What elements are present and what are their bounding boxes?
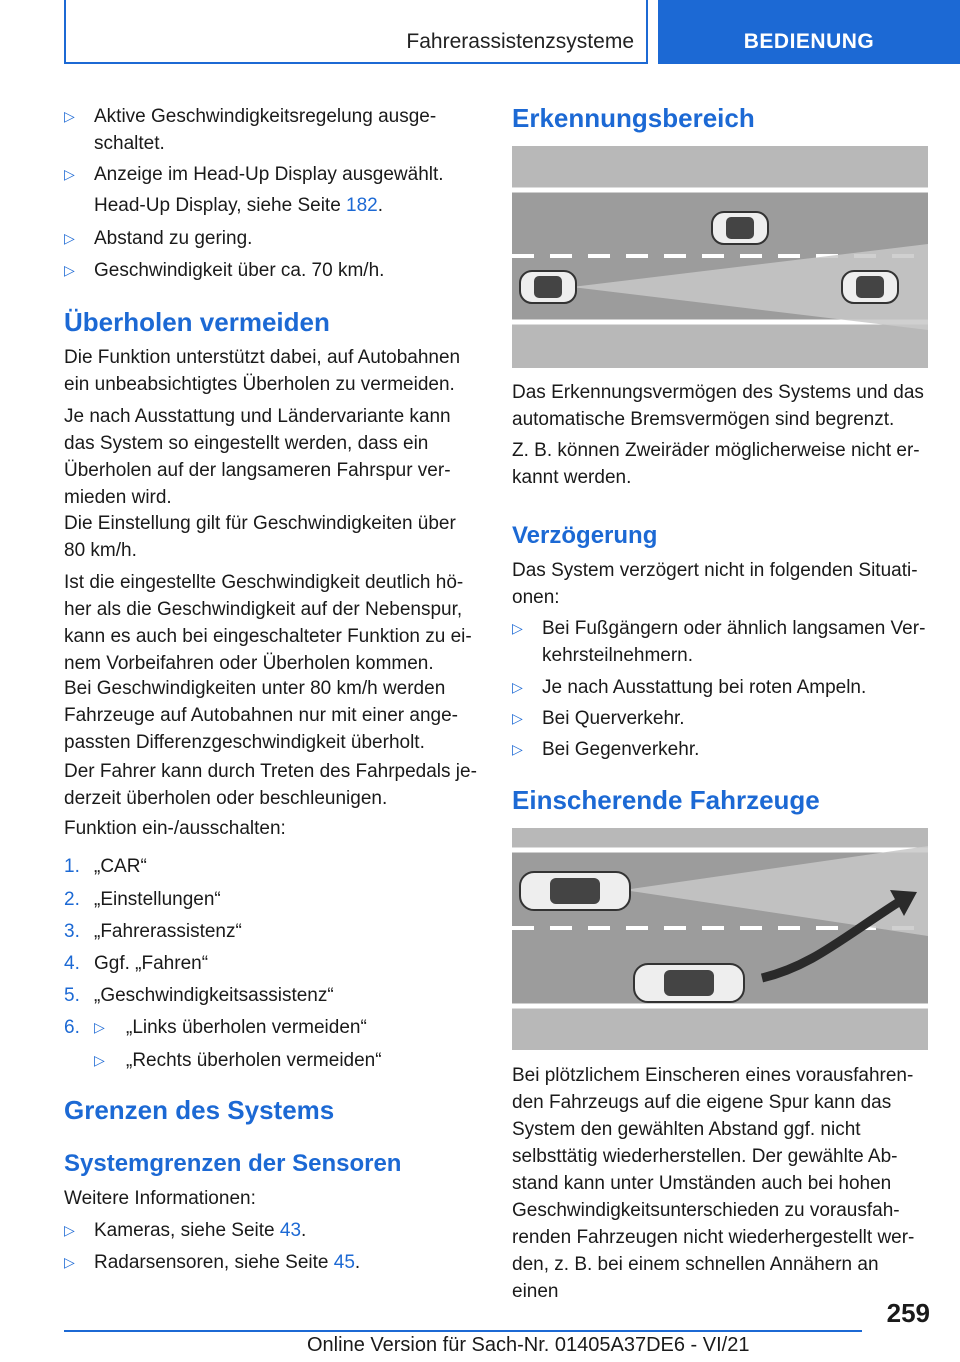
car-ahead-same-lane [842, 271, 898, 303]
bullet-icon: ▷ [64, 108, 75, 124]
car-ego [520, 271, 576, 303]
step-text: „Links überholen vermeiden“ [126, 1017, 367, 1038]
road-svg [512, 828, 928, 1050]
page-link[interactable]: 45 [333, 1252, 355, 1273]
paragraph: Die Funktion unterstützt dabei, auf Autobahnen ein unbeabsichtigtes Überholen zu vermeiden. [64, 347, 461, 395]
bullet-text: Radarsensoren, siehe Seite 45. [94, 1252, 361, 1273]
page-link[interactable]: 43 [279, 1220, 302, 1241]
heading-deceleration: Verzögerung [512, 522, 658, 549]
bullet-text: Bei Querverkehr. [542, 708, 685, 729]
step-number: 6. [64, 1017, 80, 1038]
step-number: 1. [64, 856, 80, 877]
bullet-icon: ▷ [64, 1254, 75, 1270]
paragraph: Bei plötzlichem Einscheren eines vorausfahren- den Fahrzeugs auf die eigene Spur kann das System den gewählten Abstand ggf. nicht selbsttätig wiederherstellen. Der gewählte Ab- stand kann unter Umständen auch bei hohen Geschwindigkeitsunterschieden zu vorausfah- renden Fahrzeugen nicht wiederhergestellt wer- den, z. B. bei einem schnellen Annähern an einen [512, 1065, 915, 1302]
bullet-text: Bei Gegenverkehr. [542, 739, 700, 760]
bullet-text: Geschwindigkeit über ca. 70 km/h. [94, 260, 385, 281]
step-text: „Geschwindigkeitsassistenz“ [94, 985, 334, 1006]
step-number: 2. [64, 889, 80, 910]
header-tab[interactable] [658, 0, 960, 64]
car-cutting-in [634, 964, 744, 1002]
bullet-icon: ▷ [512, 710, 523, 726]
bullet-text: Aktive Geschwindigkeitsregelung ausge- schaltet. [94, 106, 437, 154]
footer-text: Online Version für Sach-Nr. 01405A37DE6 - VI/21 [307, 1334, 750, 1356]
header-section-label: Fahrerassistenzsysteme [406, 30, 634, 53]
heading-sensors: Systemgrenzen der Sensoren [64, 1150, 402, 1177]
detection-area-illustration [512, 146, 928, 368]
bullet-icon: ▷ [512, 741, 523, 757]
page-number: 259 [886, 1298, 930, 1328]
step-number: 5. [64, 985, 80, 1006]
bullet-icon: ▷ [512, 679, 523, 695]
paragraph: Z. B. können Zweiräder möglicherweise nicht er- kannt werden. [512, 440, 920, 488]
paragraph: Funktion ein-/ausschalten: [64, 818, 286, 839]
bullet-icon: ▷ [64, 166, 75, 182]
paragraph: Weitere Informationen: [64, 1188, 256, 1209]
bullet-text: Je nach Ausstattung bei roten Ampeln. [542, 677, 867, 698]
paragraph: Der Fahrer kann durch Treten des Fahrpedals je- derzeit überholen oder beschleunigen. [64, 761, 477, 809]
step-text: „Rechts überholen vermeiden“ [126, 1050, 382, 1071]
step-number: 3. [64, 921, 80, 942]
paragraph: Das System verzögert nicht in folgenden Situati- onen: [512, 560, 918, 608]
heading-limits: Grenzen des Systems [64, 1095, 335, 1125]
header-tab-label: BEDIENUNG [743, 30, 875, 53]
bullet-text: Abstand zu gering. [94, 228, 253, 249]
paragraph: Ist die eingestellte Geschwindigkeit deutlich hö- her als die Geschwindigkeit auf der Nebenspur, kann es auch bei eingeschalteter Funktion zu ei- nem Vorbeifahren oder Überholen kommen. [64, 572, 472, 674]
bullet-icon: ▷ [94, 1052, 105, 1068]
road-svg [512, 146, 928, 368]
header-section [64, 0, 648, 64]
bullet-text: Kameras, siehe Seite 43. [94, 1220, 307, 1241]
step-text: Ggf. „Fahren“ [94, 953, 209, 974]
heading-overtake: Überholen vermeiden [64, 307, 330, 337]
bullet-icon: ▷ [94, 1019, 105, 1035]
bullet-icon: ▷ [512, 620, 523, 636]
footer-divider [64, 1330, 862, 1332]
heading-detection: Erkennungsbereich [512, 103, 755, 133]
bullet-icon: ▷ [64, 1222, 75, 1238]
paragraph: Bei Geschwindigkeiten unter 80 km/h werden Fahrzeuge auf Autobahnen nur mit einer ange- passten Differenzgeschwindigkeit überholt. [64, 678, 458, 753]
bullet-icon: ▷ [64, 262, 75, 278]
paragraph: Das Erkennungsvermögen des Systems und das automatische Bremsvermögen sind begrenzt. [512, 382, 924, 430]
heading-cut-in: Einscherende Fahrzeuge [512, 785, 820, 815]
paragraph: Die Einstellung gilt für Geschwindigkeiten über 80 km/h. [64, 513, 456, 561]
page-link[interactable]: 182 [346, 195, 378, 216]
bullet-subtext: Head-Up Display, siehe Seite 182. [94, 195, 384, 216]
car-ahead-left-lane [712, 212, 768, 244]
bullet-text: Anzeige im Head-Up Display ausgewählt. [94, 164, 444, 185]
paragraph: Je nach Ausstattung und Ländervariante kann das System so eingestellt werden, dass ein Überholen auf der langsameren Fahrspur ver- mieden wird. [64, 406, 451, 508]
bullet-icon: ▷ [64, 230, 75, 246]
cut-in-illustration [512, 828, 928, 1050]
step-number: 4. [64, 953, 80, 974]
car-ego [520, 872, 630, 910]
step-text: „CAR“ [94, 856, 147, 877]
bullet-text: Bei Fußgängern oder ähnlich langsamen Ver- kehrsteilnehmern. [542, 618, 926, 666]
step-text: „Einstellungen“ [94, 889, 221, 910]
step-text: „Fahrerassistenz“ [94, 921, 242, 942]
